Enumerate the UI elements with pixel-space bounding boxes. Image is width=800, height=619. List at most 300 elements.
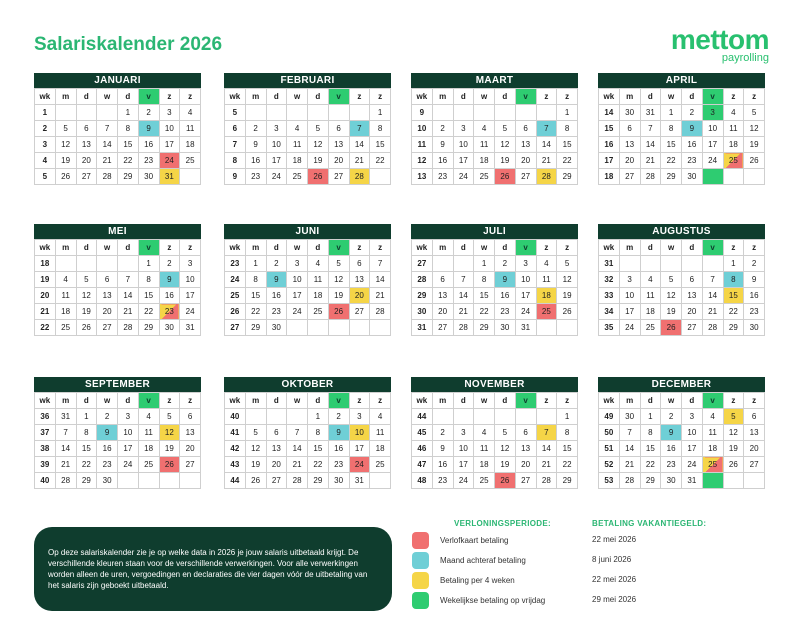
day-cell: 15: [76, 441, 97, 457]
day-cell: 16: [661, 441, 682, 457]
day-cell: 10: [619, 288, 640, 304]
weekday-header: z: [723, 240, 744, 256]
day-cell: 24: [118, 457, 139, 473]
weekday-header: d: [682, 240, 703, 256]
weekday-header: m: [245, 240, 266, 256]
day-cell: 14: [453, 288, 474, 304]
day-cell: 16: [245, 153, 266, 169]
day-cell: 16: [266, 288, 287, 304]
day-cell: 24: [287, 304, 308, 320]
day-cell: 16: [432, 457, 453, 473]
week-number: 12: [412, 153, 433, 169]
weekday-header: d: [266, 89, 287, 105]
day-cell: 15: [474, 288, 495, 304]
day-cell: 27: [97, 320, 118, 336]
day-cell: 25: [640, 320, 661, 336]
day-cell: 13: [515, 137, 536, 153]
page-title: [34, 34, 222, 56]
month-title: MEI: [34, 224, 201, 239]
day-cell: 2: [138, 105, 159, 121]
day-cell: 8: [370, 121, 391, 137]
day-cell: 25: [723, 153, 744, 169]
day-cell: 2: [159, 256, 180, 272]
weekday-header: z: [723, 89, 744, 105]
day-cell: 13: [266, 441, 287, 457]
week-number: 30: [412, 304, 433, 320]
day-cell: [266, 409, 287, 425]
weekday-header: d: [640, 89, 661, 105]
day-cell: 24: [349, 457, 370, 473]
day-cell: 27: [744, 457, 765, 473]
week-number: 26: [225, 304, 246, 320]
day-cell: 12: [328, 272, 349, 288]
day-cell: 19: [495, 153, 516, 169]
weekday-header: m: [245, 393, 266, 409]
day-cell: 14: [118, 288, 139, 304]
day-cell: 20: [349, 288, 370, 304]
legend-date: 22 mei 2026: [592, 535, 637, 544]
day-cell: 16: [138, 137, 159, 153]
week-number: 34: [599, 304, 620, 320]
week-number: 33: [599, 288, 620, 304]
day-cell: 11: [287, 137, 308, 153]
weekday-header: m: [55, 240, 76, 256]
week-number: 15: [599, 121, 620, 137]
day-cell: 6: [97, 272, 118, 288]
day-cell: 15: [118, 137, 139, 153]
week-number: 25: [225, 288, 246, 304]
day-cell: [432, 409, 453, 425]
day-cell: 11: [370, 425, 391, 441]
day-cell: 27: [349, 304, 370, 320]
day-cell: 30: [744, 320, 765, 336]
day-cell: [308, 320, 329, 336]
weekday-header: v: [328, 240, 349, 256]
weekday-header: w: [97, 89, 118, 105]
week-number: 46: [412, 441, 433, 457]
day-cell: [55, 256, 76, 272]
weekday-header: v: [138, 89, 159, 105]
day-cell: 1: [118, 105, 139, 121]
day-cell: 11: [138, 425, 159, 441]
day-cell: [180, 169, 201, 185]
day-cell: 11: [723, 121, 744, 137]
day-cell: 18: [55, 304, 76, 320]
day-cell: 28: [702, 320, 723, 336]
day-cell: 16: [432, 153, 453, 169]
day-cell: 3: [349, 409, 370, 425]
day-cell: 23: [138, 153, 159, 169]
legend-date: 29 mei 2026: [592, 595, 637, 604]
weekday-header: v: [515, 89, 536, 105]
day-cell: 28: [536, 169, 557, 185]
day-cell: 26: [723, 457, 744, 473]
day-cell: 10: [118, 425, 139, 441]
week-number: 19: [35, 272, 56, 288]
day-cell: 1: [370, 105, 391, 121]
day-cell: 12: [55, 137, 76, 153]
day-cell: [744, 473, 765, 489]
weekday-header: wk: [599, 89, 620, 105]
day-cell: 7: [536, 425, 557, 441]
weekday-header: z: [180, 240, 201, 256]
day-cell: 23: [432, 473, 453, 489]
day-cell: 13: [432, 288, 453, 304]
day-cell: 19: [557, 288, 578, 304]
day-cell: 7: [702, 272, 723, 288]
weekday-header: v: [328, 89, 349, 105]
day-cell: 11: [640, 288, 661, 304]
day-cell: 2: [682, 105, 703, 121]
day-cell: 1: [557, 409, 578, 425]
week-number: 44: [412, 409, 433, 425]
day-cell: 28: [55, 473, 76, 489]
weekday-header: d: [453, 393, 474, 409]
day-cell: 23: [245, 169, 266, 185]
day-cell: 22: [661, 153, 682, 169]
day-cell: 26: [308, 169, 329, 185]
weekday-header: w: [474, 89, 495, 105]
legend-heading-period: VERLONINGSPERIODE:: [454, 519, 551, 528]
day-cell: 23: [97, 457, 118, 473]
day-cell: 3: [702, 105, 723, 121]
weekday-header: v: [515, 393, 536, 409]
day-cell: 18: [702, 441, 723, 457]
day-cell: 8: [723, 272, 744, 288]
day-cell: 29: [723, 320, 744, 336]
day-cell: 10: [515, 272, 536, 288]
day-cell: 2: [266, 256, 287, 272]
day-cell: 15: [138, 288, 159, 304]
day-cell: [453, 256, 474, 272]
day-cell: 7: [640, 121, 661, 137]
weekday-header: wk: [412, 240, 433, 256]
day-cell: 29: [308, 473, 329, 489]
weekday-header: d: [266, 240, 287, 256]
day-cell: 23: [682, 153, 703, 169]
day-cell: 9: [138, 121, 159, 137]
weekday-header: z: [370, 240, 391, 256]
day-cell: 29: [557, 473, 578, 489]
weekday-header: d: [682, 393, 703, 409]
weekday-header: v: [138, 393, 159, 409]
day-cell: 30: [328, 473, 349, 489]
day-cell: 9: [432, 137, 453, 153]
month-juni: [224, 224, 391, 336]
day-cell: 22: [370, 153, 391, 169]
day-cell: 24: [702, 153, 723, 169]
day-cell: 7: [370, 256, 391, 272]
day-cell: 19: [495, 457, 516, 473]
day-cell: 14: [536, 137, 557, 153]
day-cell: 26: [76, 320, 97, 336]
day-cell: [287, 320, 308, 336]
day-cell: 9: [744, 272, 765, 288]
day-cell: 23: [266, 304, 287, 320]
weekday-header: m: [432, 89, 453, 105]
weekday-header: v: [328, 393, 349, 409]
weekday-header: m: [55, 89, 76, 105]
day-cell: 9: [661, 425, 682, 441]
day-cell: [723, 169, 744, 185]
day-cell: 3: [682, 409, 703, 425]
day-cell: 3: [266, 121, 287, 137]
day-cell: [723, 473, 744, 489]
day-cell: 23: [495, 304, 516, 320]
day-cell: 28: [97, 169, 118, 185]
day-cell: 12: [661, 288, 682, 304]
day-cell: 13: [349, 272, 370, 288]
day-cell: 26: [328, 304, 349, 320]
day-cell: [557, 320, 578, 336]
day-cell: 30: [97, 473, 118, 489]
week-number: 1: [35, 105, 56, 121]
day-cell: 12: [76, 288, 97, 304]
weekday-header: d: [118, 393, 139, 409]
day-cell: 1: [245, 256, 266, 272]
day-cell: 19: [661, 304, 682, 320]
week-number: 35: [599, 320, 620, 336]
day-cell: [180, 473, 201, 489]
weekday-header: z: [744, 393, 765, 409]
day-cell: 17: [453, 153, 474, 169]
weekday-header: z: [723, 393, 744, 409]
day-cell: 25: [702, 457, 723, 473]
week-number: 43: [225, 457, 246, 473]
day-cell: 1: [640, 409, 661, 425]
day-cell: 12: [723, 425, 744, 441]
day-cell: 18: [370, 441, 391, 457]
week-number: 21: [35, 304, 56, 320]
month-title: NOVEMBER: [411, 377, 578, 392]
day-cell: 26: [495, 473, 516, 489]
day-cell: 25: [536, 304, 557, 320]
day-cell: 19: [723, 441, 744, 457]
month-december: [598, 377, 765, 489]
day-cell: 30: [495, 320, 516, 336]
day-cell: 25: [55, 320, 76, 336]
day-cell: 23: [744, 304, 765, 320]
week-number: 50: [599, 425, 620, 441]
weekday-header: w: [661, 393, 682, 409]
week-number: 27: [225, 320, 246, 336]
day-cell: 24: [180, 304, 201, 320]
day-cell: 23: [328, 457, 349, 473]
month-mei: [34, 224, 201, 336]
day-cell: 27: [266, 473, 287, 489]
day-cell: 5: [328, 256, 349, 272]
day-cell: 2: [97, 409, 118, 425]
mettom-logo: [651, 26, 769, 64]
day-cell: 22: [118, 153, 139, 169]
day-cell: 17: [287, 288, 308, 304]
day-cell: 29: [640, 473, 661, 489]
day-cell: 17: [453, 457, 474, 473]
day-cell: [97, 105, 118, 121]
day-cell: 16: [328, 441, 349, 457]
day-cell: [97, 256, 118, 272]
day-cell: 25: [138, 457, 159, 473]
day-cell: 16: [97, 441, 118, 457]
day-cell: 21: [349, 153, 370, 169]
day-cell: 6: [682, 272, 703, 288]
day-cell: [308, 105, 329, 121]
day-cell: 7: [97, 121, 118, 137]
day-cell: 16: [159, 288, 180, 304]
day-cell: 2: [432, 121, 453, 137]
day-cell: [432, 105, 453, 121]
day-cell: 14: [287, 441, 308, 457]
week-number: 14: [599, 105, 620, 121]
day-cell: 13: [76, 137, 97, 153]
month-februari: [224, 73, 391, 185]
day-cell: [138, 473, 159, 489]
title-text: Salariskalender: [34, 34, 175, 55]
day-cell: 20: [432, 304, 453, 320]
logo-brand: mettom: [670, 24, 769, 55]
legend-item: [412, 572, 762, 589]
week-number: 18: [35, 256, 56, 272]
week-number: 24: [225, 272, 246, 288]
week-number: 9: [225, 169, 246, 185]
day-cell: 14: [702, 288, 723, 304]
week-number: 44: [225, 473, 246, 489]
week-number: 16: [599, 137, 620, 153]
day-cell: 19: [76, 304, 97, 320]
weekday-header: w: [97, 393, 118, 409]
day-cell: 20: [180, 441, 201, 457]
legend-heading-holiday: BETALING VAKANTIEGELD:: [592, 519, 707, 528]
day-cell: 7: [349, 121, 370, 137]
month-september: [34, 377, 201, 489]
day-cell: 9: [266, 272, 287, 288]
legend-label: Betaling per 4 weken: [440, 576, 515, 585]
day-cell: 15: [723, 288, 744, 304]
weekday-header: z: [557, 393, 578, 409]
day-cell: 16: [682, 137, 703, 153]
day-cell: 27: [515, 169, 536, 185]
day-cell: 26: [495, 169, 516, 185]
day-cell: 11: [474, 441, 495, 457]
day-cell: 8: [474, 272, 495, 288]
day-cell: 23: [432, 169, 453, 185]
day-cell: 21: [453, 304, 474, 320]
day-cell: [515, 409, 536, 425]
day-cell: 29: [138, 320, 159, 336]
day-cell: [287, 105, 308, 121]
weekday-header: w: [287, 240, 308, 256]
weekday-header: z: [536, 89, 557, 105]
week-number: 18: [599, 169, 620, 185]
day-cell: 16: [744, 288, 765, 304]
week-number: 3: [35, 137, 56, 153]
day-cell: 4: [474, 425, 495, 441]
day-cell: 28: [118, 320, 139, 336]
day-cell: 28: [453, 320, 474, 336]
month-title: MAART: [411, 73, 578, 88]
day-cell: 10: [159, 121, 180, 137]
info-box: [34, 527, 392, 611]
day-cell: 1: [308, 409, 329, 425]
day-cell: 11: [536, 272, 557, 288]
day-cell: [349, 105, 370, 121]
month-april: [598, 73, 765, 185]
weekday-header: d: [76, 240, 97, 256]
legend-label: Wekelijkse betaling op vrijdag: [440, 596, 546, 605]
day-cell: 12: [159, 425, 180, 441]
weekday-header: z: [180, 89, 201, 105]
week-number: 49: [599, 409, 620, 425]
day-cell: [432, 256, 453, 272]
day-cell: 9: [682, 121, 703, 137]
weekday-header: wk: [412, 393, 433, 409]
day-cell: 28: [536, 473, 557, 489]
month-november: [411, 377, 578, 489]
day-cell: 3: [159, 105, 180, 121]
day-cell: [118, 473, 139, 489]
day-cell: 4: [640, 272, 661, 288]
week-number: 40: [225, 409, 246, 425]
month-title: JUNI: [224, 224, 391, 239]
weekday-header: d: [682, 89, 703, 105]
weekday-header: v: [702, 393, 723, 409]
weekday-header: v: [138, 240, 159, 256]
weekday-header: wk: [412, 89, 433, 105]
day-cell: 11: [180, 121, 201, 137]
day-cell: 25: [287, 169, 308, 185]
weekday-header: w: [287, 89, 308, 105]
week-number: 31: [599, 256, 620, 272]
day-cell: 8: [76, 425, 97, 441]
legend-date: 22 mei 2026: [592, 575, 637, 584]
day-cell: 2: [495, 256, 516, 272]
day-cell: 28: [287, 473, 308, 489]
day-cell: 17: [159, 137, 180, 153]
day-cell: 13: [682, 288, 703, 304]
legend-swatch: [412, 572, 429, 589]
day-cell: 2: [661, 409, 682, 425]
day-cell: 16: [495, 288, 516, 304]
day-cell: 1: [723, 256, 744, 272]
day-cell: 27: [328, 169, 349, 185]
day-cell: [744, 169, 765, 185]
day-cell: 23: [159, 304, 180, 320]
week-number: 27: [412, 256, 433, 272]
day-cell: [702, 473, 723, 489]
day-cell: [328, 105, 349, 121]
weekday-header: d: [453, 89, 474, 105]
legend-item: [412, 552, 762, 569]
month-januari: [34, 73, 201, 185]
day-cell: 6: [349, 256, 370, 272]
day-cell: 17: [118, 441, 139, 457]
weekday-header: z: [536, 393, 557, 409]
day-cell: 18: [474, 457, 495, 473]
weekday-header: wk: [35, 240, 56, 256]
day-cell: 30: [266, 320, 287, 336]
day-cell: 29: [661, 169, 682, 185]
weekday-header: d: [495, 240, 516, 256]
day-cell: 10: [287, 272, 308, 288]
weekday-header: z: [159, 240, 180, 256]
day-cell: 22: [557, 457, 578, 473]
day-cell: 19: [159, 441, 180, 457]
day-cell: 9: [432, 441, 453, 457]
weekday-header: wk: [599, 240, 620, 256]
weekday-header: d: [640, 393, 661, 409]
day-cell: 13: [744, 425, 765, 441]
day-cell: 17: [180, 288, 201, 304]
